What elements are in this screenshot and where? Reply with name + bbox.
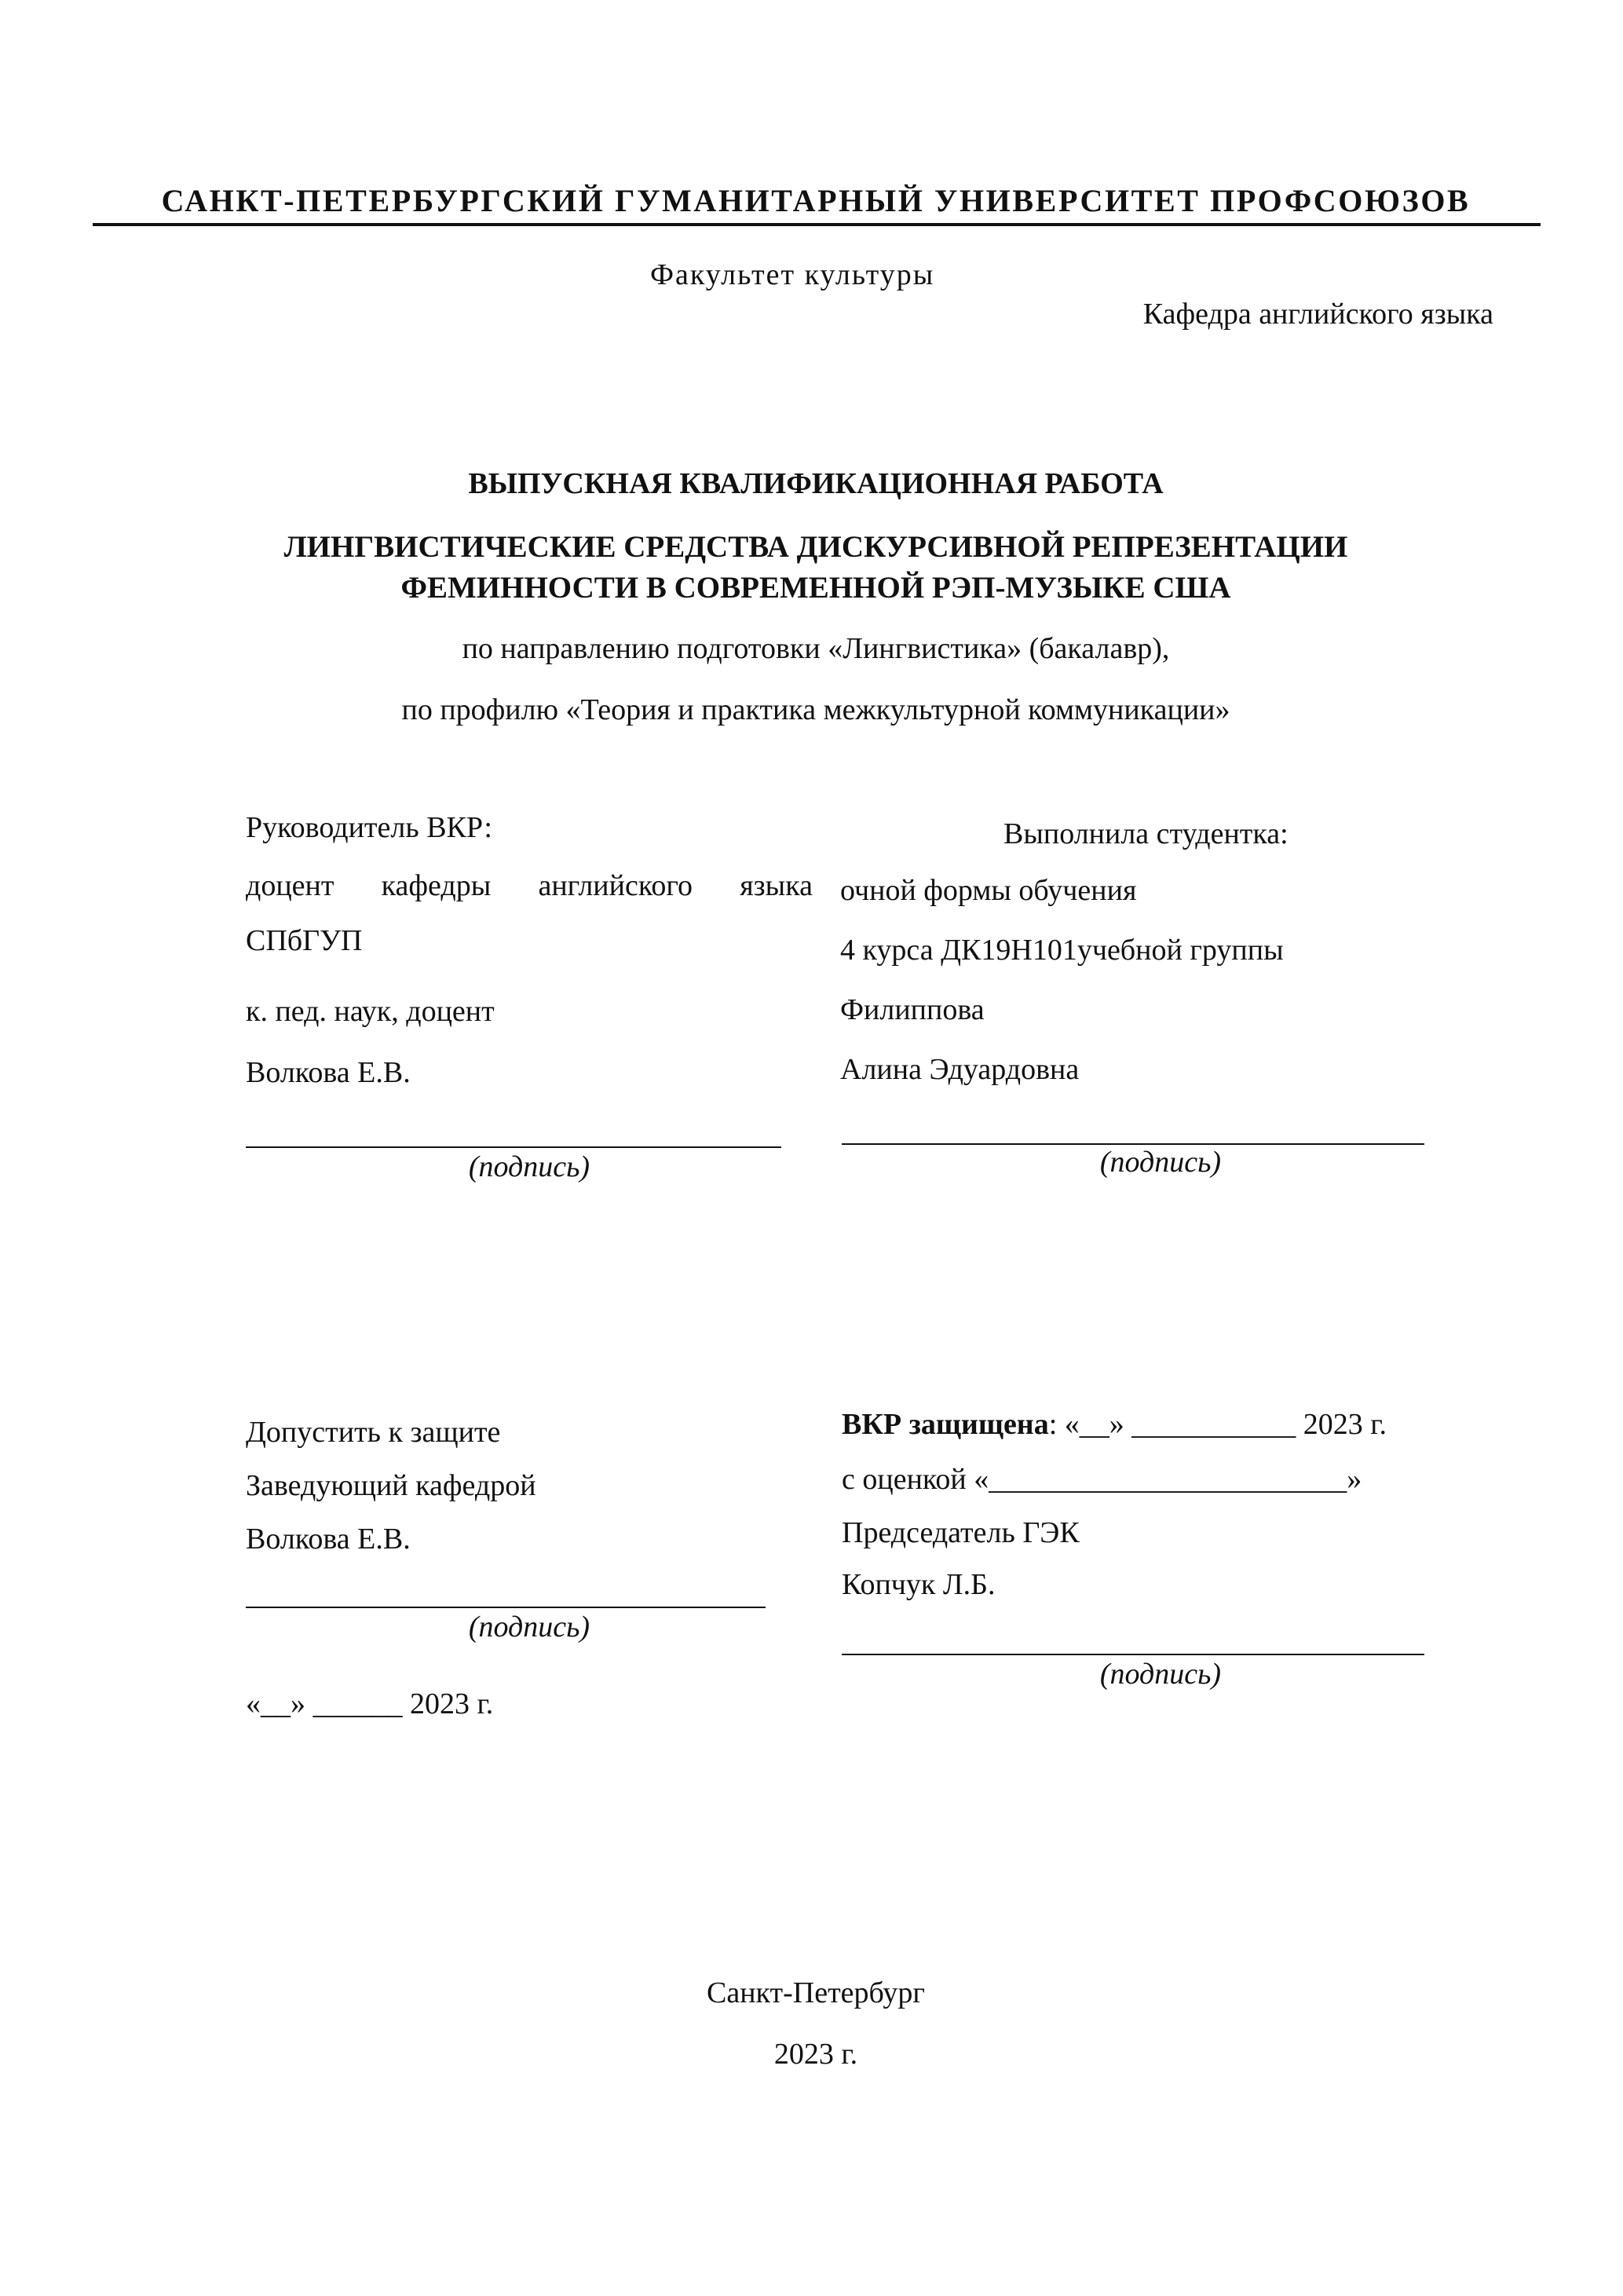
department-name: Кафедра английского языка	[1142, 298, 1493, 331]
student-study-form: очной формы обучения	[840, 874, 1137, 907]
supervisor-position	[246, 868, 813, 903]
footer-city: Санкт-Петербург	[706, 1976, 926, 2009]
defense-chair-role: Председатель ГЭК	[842, 1516, 1080, 1549]
defense-grade-prefix: с оценкой «	[842, 1463, 989, 1496]
study-direction: по направлению подготовки «Лингвистика» (бакалавр),	[462, 632, 1170, 665]
defense-date: : «__» ___________ 2023 г.	[1048, 1408, 1387, 1441]
supervisor-position-word: английского	[538, 869, 693, 902]
supervisor-degree: к. пед. наук, доцент	[246, 995, 495, 1028]
supervisor-label: Руководитель ВКР:	[246, 811, 492, 844]
student-signature-caption: (подпись)	[1099, 1146, 1222, 1179]
faculty-name: Факультет культуры	[650, 258, 935, 291]
student-course-group: 4 курса ДК19Н101учебной группы	[840, 934, 1284, 967]
student-surname: Филиппова	[840, 993, 985, 1026]
defense-status	[842, 1407, 1387, 1442]
supervisor-signature-line	[246, 1146, 781, 1148]
supervisor-signature-caption: (подпись)	[468, 1150, 590, 1183]
defense-status-label: ВКР защищена	[842, 1408, 1049, 1441]
defense-grade	[842, 1462, 1362, 1497]
work-type: ВЫПУСКНАЯ КВАЛИФИКАЦИОННАЯ РАБОТА	[468, 467, 1164, 500]
supervisor-university: СПбГУП	[246, 924, 363, 957]
topic-line-1: ЛИНГВИСТИЧЕСКИЕ СРЕДСТВА ДИСКУРСИВНОЙ РЕПРЕЗЕНТАЦИИ	[283, 530, 1348, 564]
topic-line-2: ФЕМИННОСТИ В СОВРЕМЕННОЙ РЭП-МУЗЫКЕ США	[400, 571, 1231, 605]
admission-label: Допустить к защите	[246, 1416, 501, 1449]
student-label: Выполнила студентка:	[1003, 817, 1289, 850]
defense-chair-name: Копчук Л.Б.	[842, 1568, 996, 1601]
supervisor-position-word: кафедры	[381, 869, 492, 902]
admission-role: Заведующий кафедрой	[246, 1469, 536, 1502]
supervisor-position-word: доцент	[246, 869, 334, 902]
admission-date: «__» ______ 2023 г.	[246, 1687, 494, 1720]
defense-signature-line	[842, 1654, 1424, 1655]
supervisor-name: Волкова Е.В.	[246, 1056, 411, 1089]
admission-name: Волкова Е.В.	[246, 1523, 411, 1556]
supervisor-position-word: языка	[740, 869, 813, 902]
header-rule	[93, 223, 1541, 226]
admission-signature-caption: (подпись)	[468, 1610, 590, 1643]
admission-signature-line	[246, 1607, 766, 1608]
university-name: САНКТ-ПЕТЕРБУРГСКИЙ ГУМАНИТАРНЫЙ УНИВЕРСИТЕТ ПРОФСОЮЗОВ	[161, 183, 1471, 218]
study-profile: по профилю «Теория и практика межкультурной коммуникации»	[401, 693, 1230, 726]
defense-grade-blank: ________________________	[989, 1463, 1347, 1496]
student-given-names: Алина Эдуардовна	[840, 1053, 1080, 1086]
footer-year: 2023 г.	[773, 2038, 858, 2071]
defense-signature-caption: (подпись)	[1099, 1658, 1222, 1691]
defense-grade-suffix: »	[1347, 1463, 1362, 1496]
